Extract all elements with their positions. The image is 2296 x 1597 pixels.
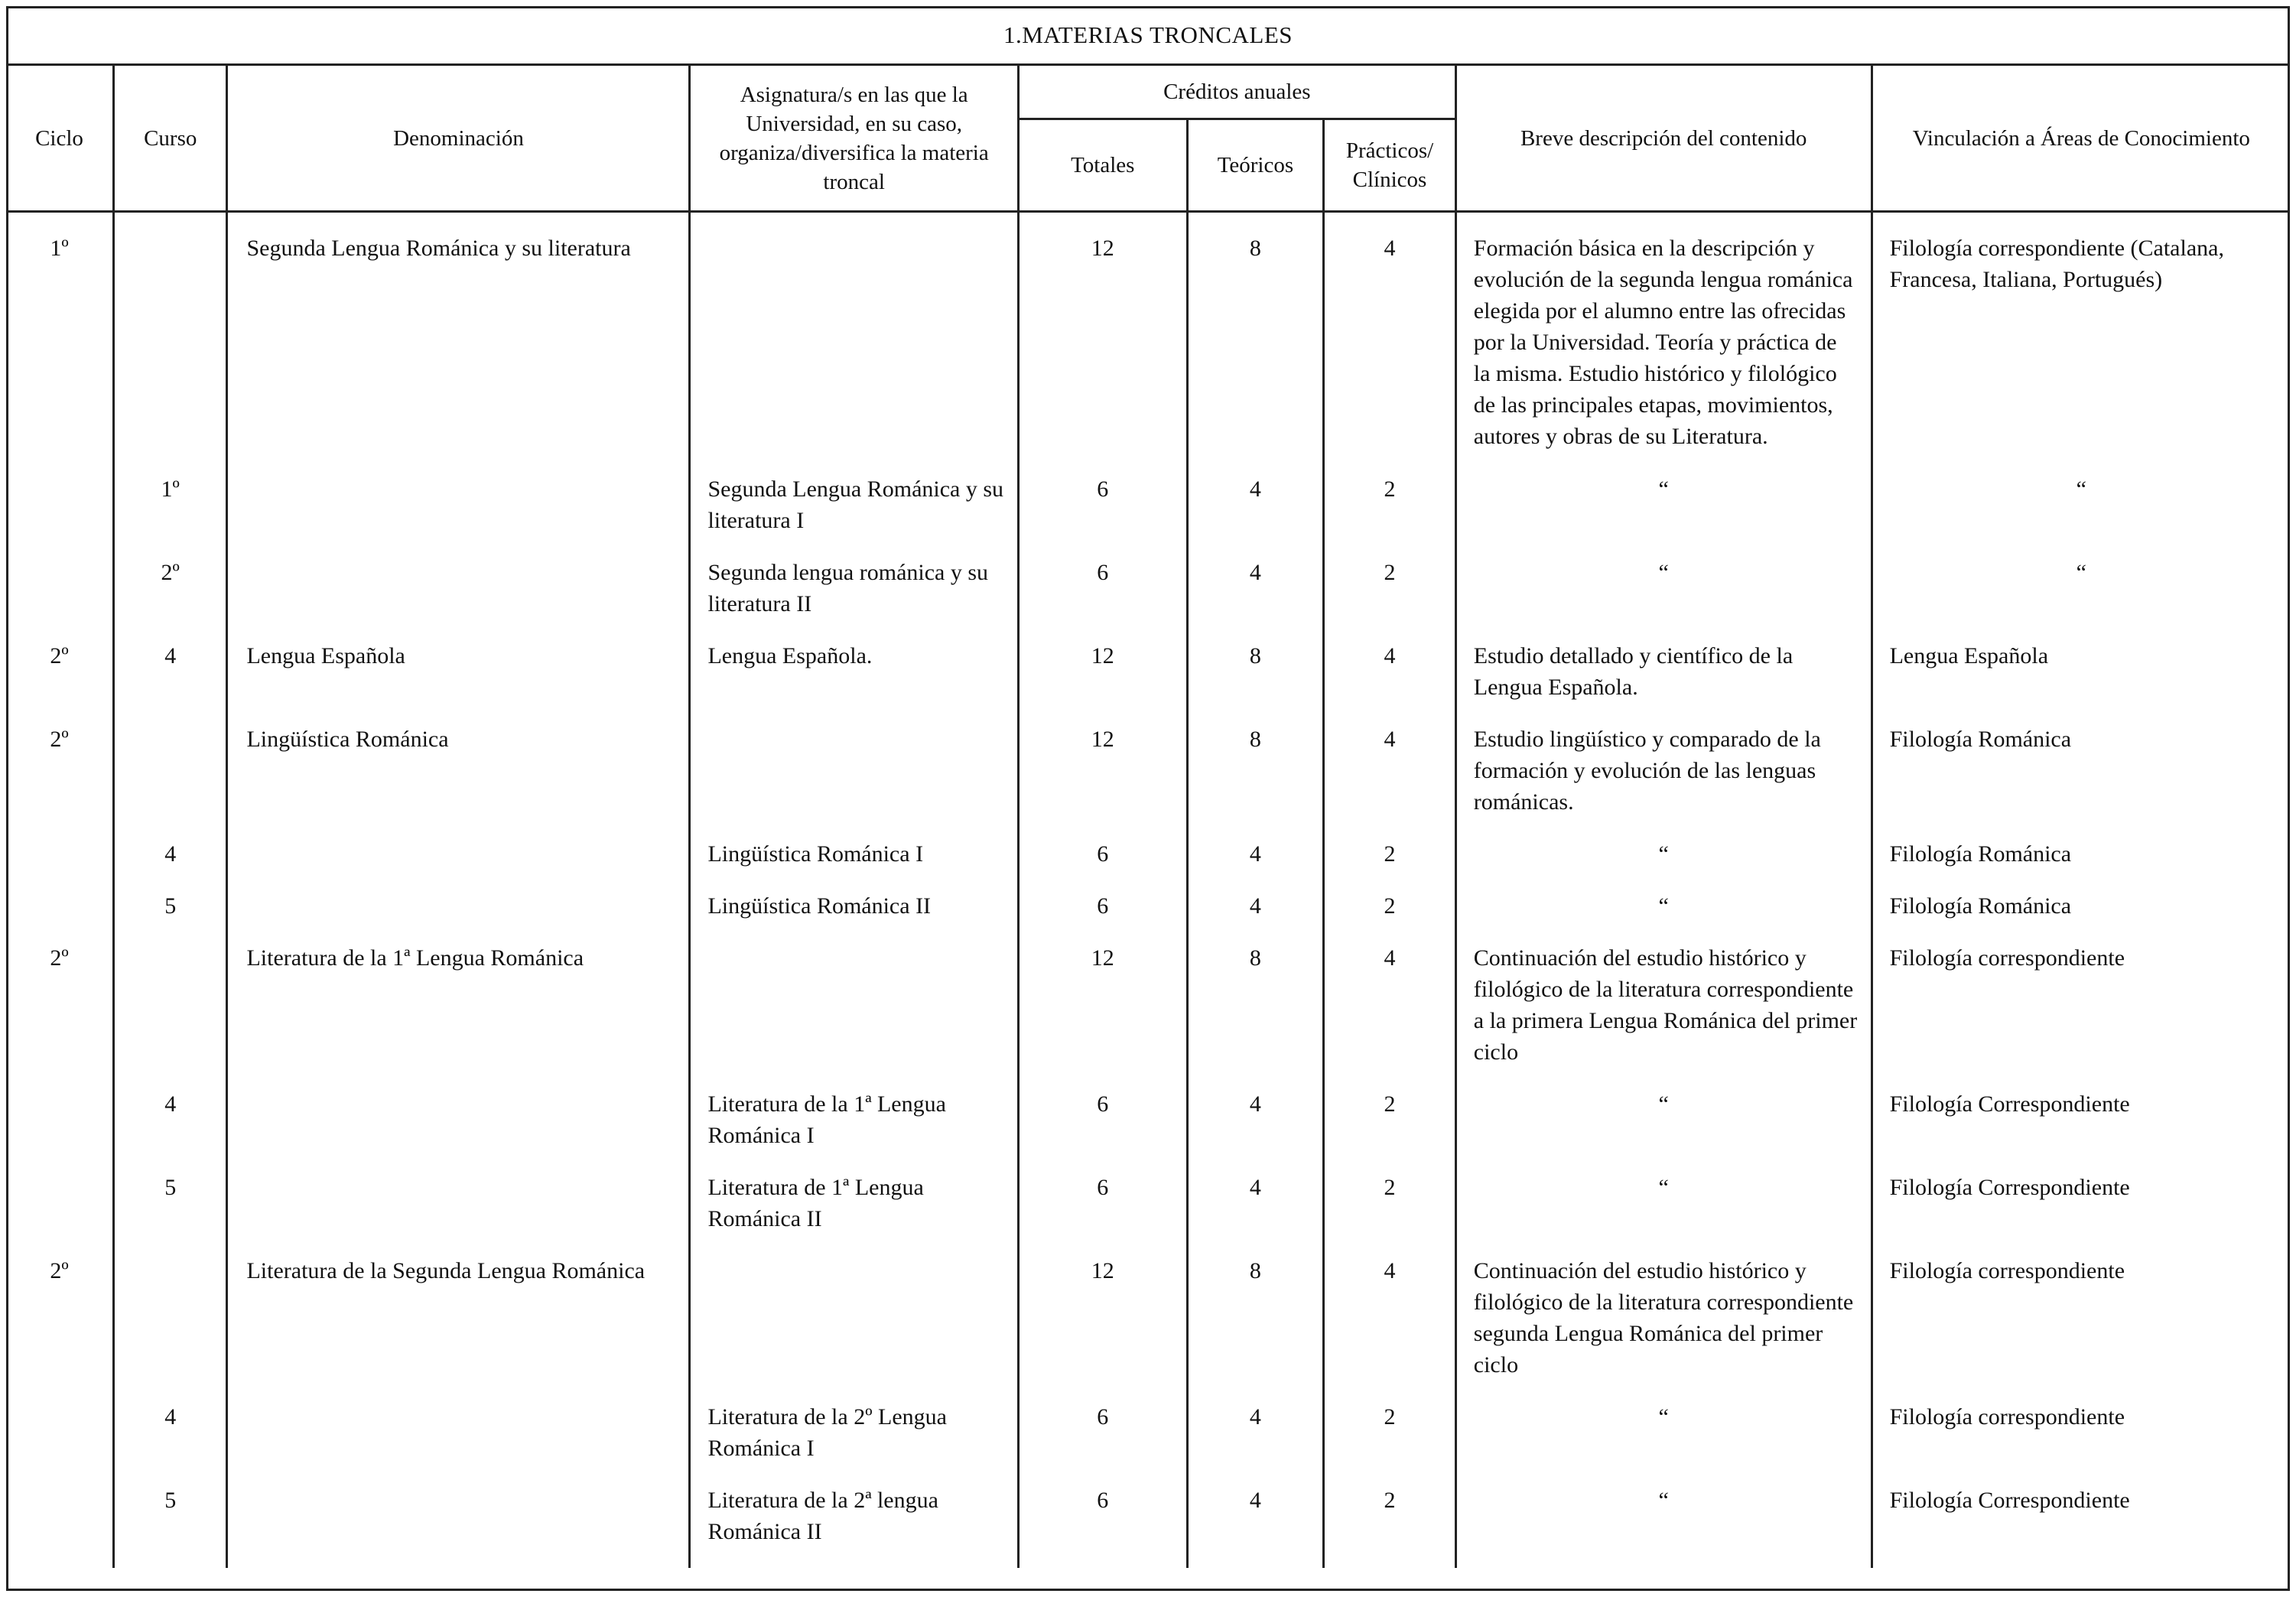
cell-descripcion: “ [1455, 1401, 1872, 1485]
cell-ciclo: 2º [6, 640, 113, 724]
cell-ciclo [6, 473, 113, 557]
cell-asignatura: Lingüística Románica II [690, 890, 1018, 942]
cell-vinculacion: Lengua Española [1889, 643, 2049, 668]
cell-vinculacion: Filología Correspondiente [1889, 1488, 2130, 1513]
cell-practicos: 2 [1324, 1485, 1456, 1568]
table-row [6, 557, 2290, 640]
cell-totales: 12 [1018, 724, 1187, 838]
cell-practicos: 4 [1324, 724, 1456, 838]
cell-asignatura [690, 724, 1018, 838]
cell-denominacion [227, 1088, 690, 1172]
cell-teoricos: 8 [1187, 640, 1324, 724]
table-row [6, 1172, 2290, 1255]
cell-asignatura: Literatura de la 1ª Lengua Románica I [690, 1088, 1018, 1172]
cell-totales: 6 [1018, 557, 1187, 640]
materias-troncales-table [6, 6, 2290, 1568]
cell-teoricos: 4 [1187, 890, 1324, 942]
cell-denominacion: Literatura de la Segunda Lengua Románica [227, 1255, 690, 1401]
cell-curso: 5 [113, 1485, 226, 1568]
cell-descripcion: Estudio detallado y científico de la Lengua Española. [1455, 640, 1872, 724]
cell-descripcion: “ [1455, 557, 1872, 640]
cell-vinculacion: Filología correspondiente [1889, 945, 2125, 971]
cell-ciclo: 2º [6, 724, 113, 838]
cell-denominacion: Segunda Lengua Románica y su literatura [227, 233, 690, 473]
cell-ciclo [6, 1485, 113, 1568]
cell-totales: 6 [1018, 838, 1187, 890]
cell-practicos: 2 [1324, 890, 1456, 942]
cell-totales: 12 [1018, 233, 1187, 473]
cell-asignatura: Lingüística Románica I [690, 838, 1018, 890]
cell-teoricos: 8 [1187, 233, 1324, 473]
header-teoricos: Teóricos [1187, 119, 1324, 212]
cell-curso [113, 233, 226, 473]
cell-vinculacion: Filología Románica [1889, 893, 2072, 919]
cell-practicos: 4 [1324, 640, 1456, 724]
cell-ciclo: 1º [6, 233, 113, 473]
cell-teoricos: 4 [1187, 473, 1324, 557]
table-body [6, 212, 2290, 1569]
cell-asignatura: Literatura de la 2º Lengua Románica I [690, 1401, 1018, 1485]
header-ciclo: Ciclo [6, 65, 113, 212]
cell-ciclo [6, 1088, 113, 1172]
cell-totales: 6 [1018, 1401, 1187, 1485]
cell-practicos: 2 [1324, 557, 1456, 640]
header-practicos: Prácticos/ Clínicos [1324, 119, 1456, 212]
cell-ciclo [6, 890, 113, 942]
cell-denominacion [227, 838, 690, 890]
cell-ciclo [6, 1401, 113, 1485]
cell-totales: 6 [1018, 1172, 1187, 1255]
table-row [6, 1485, 2290, 1568]
table-title: 1.MATERIAS TRONCALES [6, 6, 2290, 65]
cell-asignatura [690, 233, 1018, 473]
cell-denominacion: Lingüística Románica [227, 724, 690, 838]
cell-teoricos: 4 [1187, 1088, 1324, 1172]
cell-totales: 6 [1018, 1485, 1187, 1568]
cell-practicos: 2 [1324, 1172, 1456, 1255]
cell-ciclo [6, 838, 113, 890]
cell-teoricos: 8 [1187, 942, 1324, 1088]
cell-teoricos: 8 [1187, 724, 1324, 838]
cell-teoricos: 4 [1187, 838, 1324, 890]
header-vinculacion: Vinculación a Áreas de Conocimiento [1872, 65, 2290, 212]
cell-vinculacion: “ [2076, 560, 2086, 585]
cell-curso [113, 1255, 226, 1401]
cell-teoricos: 4 [1187, 1485, 1324, 1568]
cell-totales: 6 [1018, 890, 1187, 942]
cell-ciclo: 2º [6, 942, 113, 1088]
cell-asignatura: Literatura de 1ª Lengua Románica II [690, 1172, 1018, 1255]
cell-ciclo [6, 1172, 113, 1255]
cell-totales: 12 [1018, 1255, 1187, 1401]
cell-descripcion: Estudio lingüístico y comparado de la formación y evolución de las lenguas románicas. [1455, 724, 1872, 838]
table-row [6, 1088, 2290, 1172]
table-row [6, 1255, 2290, 1401]
cell-vinculacion: Filología correspondiente (Catalana, Francesa, Italiana, Portugués) [1889, 236, 2224, 292]
cell-denominacion: Literatura de la 1ª Lengua Románica [227, 942, 690, 1088]
cell-curso [113, 724, 226, 838]
cell-teoricos: 4 [1187, 1172, 1324, 1255]
cell-descripcion: “ [1455, 890, 1872, 942]
cell-vinculacion: Filología correspondiente [1889, 1404, 2125, 1429]
cell-denominacion [227, 557, 690, 640]
cell-curso: 1º [113, 473, 226, 557]
cell-curso: 4 [113, 640, 226, 724]
header-creditos-anuales: Créditos anuales [1018, 65, 1455, 119]
cell-curso: 2º [113, 557, 226, 640]
header-descripcion: Breve descripción del contenido [1455, 65, 1872, 212]
cell-descripcion: “ [1455, 838, 1872, 890]
cell-vinculacion: Filología correspondiente [1889, 1258, 2125, 1283]
cell-asignatura [690, 942, 1018, 1088]
cell-descripcion: “ [1455, 1172, 1872, 1255]
spacer-row [6, 212, 2290, 233]
cell-curso: 4 [113, 838, 226, 890]
cell-totales: 6 [1018, 1088, 1187, 1172]
cell-descripcion: “ [1455, 473, 1872, 557]
table-row [6, 640, 2290, 724]
cell-curso [113, 942, 226, 1088]
cell-denominacion: Lengua Española [227, 640, 690, 724]
cell-denominacion [227, 1485, 690, 1568]
cell-practicos: 4 [1324, 1255, 1456, 1401]
cell-curso: 4 [113, 1088, 226, 1172]
cell-practicos: 2 [1324, 838, 1456, 890]
cell-descripcion: “ [1455, 1088, 1872, 1172]
cell-curso: 5 [113, 1172, 226, 1255]
cell-asignatura: Segunda Lengua Románica y su literatura I [690, 473, 1018, 557]
cell-descripcion: “ [1455, 1485, 1872, 1568]
cell-teoricos: 4 [1187, 1401, 1324, 1485]
table-row [6, 473, 2290, 557]
cell-ciclo [6, 557, 113, 640]
cell-asignatura: Segunda lengua románica y su literatura II [690, 557, 1018, 640]
table-row [6, 1401, 2290, 1485]
cell-vinculacion: Filología Correspondiente [1889, 1091, 2130, 1117]
cell-practicos: 2 [1324, 1401, 1456, 1485]
cell-denominacion [227, 890, 690, 942]
cell-asignatura [690, 1255, 1018, 1401]
cell-curso: 4 [113, 1401, 226, 1485]
table-row [6, 233, 2290, 473]
cell-practicos: 2 [1324, 1088, 1456, 1172]
cell-vinculacion: “ [2076, 476, 2086, 502]
cell-vinculacion: Filología Románica [1889, 727, 2072, 752]
cell-practicos: 4 [1324, 942, 1456, 1088]
table-row [6, 890, 2290, 942]
cell-asignatura: Lengua Española. [690, 640, 1018, 724]
cell-teoricos: 8 [1187, 1255, 1324, 1401]
cell-curso: 5 [113, 890, 226, 942]
cell-teoricos: 4 [1187, 557, 1324, 640]
table-row [6, 838, 2290, 890]
cell-totales: 6 [1018, 473, 1187, 557]
table-row [6, 942, 2290, 1088]
cell-descripcion: Continuación del estudio histórico y filológico de la literatura correspondiente a la primera Lengua Románica del primer ciclo [1455, 942, 1872, 1088]
cell-denominacion [227, 473, 690, 557]
cell-practicos: 2 [1324, 473, 1456, 557]
cell-asignatura: Literatura de la 2ª lengua Románica II [690, 1485, 1018, 1568]
cell-practicos: 4 [1324, 233, 1456, 473]
cell-descripcion: Formación básica en la descripción y evolución de la segunda lengua románica elegida por el alumno entre las ofrecidas por la Universidad. Teoría y práctica de la misma. Estudio histórico y filológico de las principales etapas, movimientos, autores y obras de su Literatura. [1455, 233, 1872, 473]
cell-vinculacion: Filología Correspondiente [1889, 1175, 2130, 1200]
header-asignatura: Asignatura/s en las que la Universidad, en su caso, organiza/diversifica la materia troncal [690, 65, 1018, 212]
header-denominacion: Denominación [227, 65, 690, 212]
cell-ciclo: 2º [6, 1255, 113, 1401]
cell-totales: 12 [1018, 942, 1187, 1088]
cell-denominacion [227, 1172, 690, 1255]
table-row [6, 724, 2290, 838]
cell-vinculacion: Filología Románica [1889, 841, 2072, 867]
cell-denominacion [227, 1401, 690, 1485]
header-curso: Curso [113, 65, 226, 212]
header-totales: Totales [1018, 119, 1187, 212]
cell-totales: 12 [1018, 640, 1187, 724]
cell-descripcion: Continuación del estudio histórico y filológico de la literatura correspondiente segunda Lengua Románica del primer ciclo [1455, 1255, 1872, 1401]
